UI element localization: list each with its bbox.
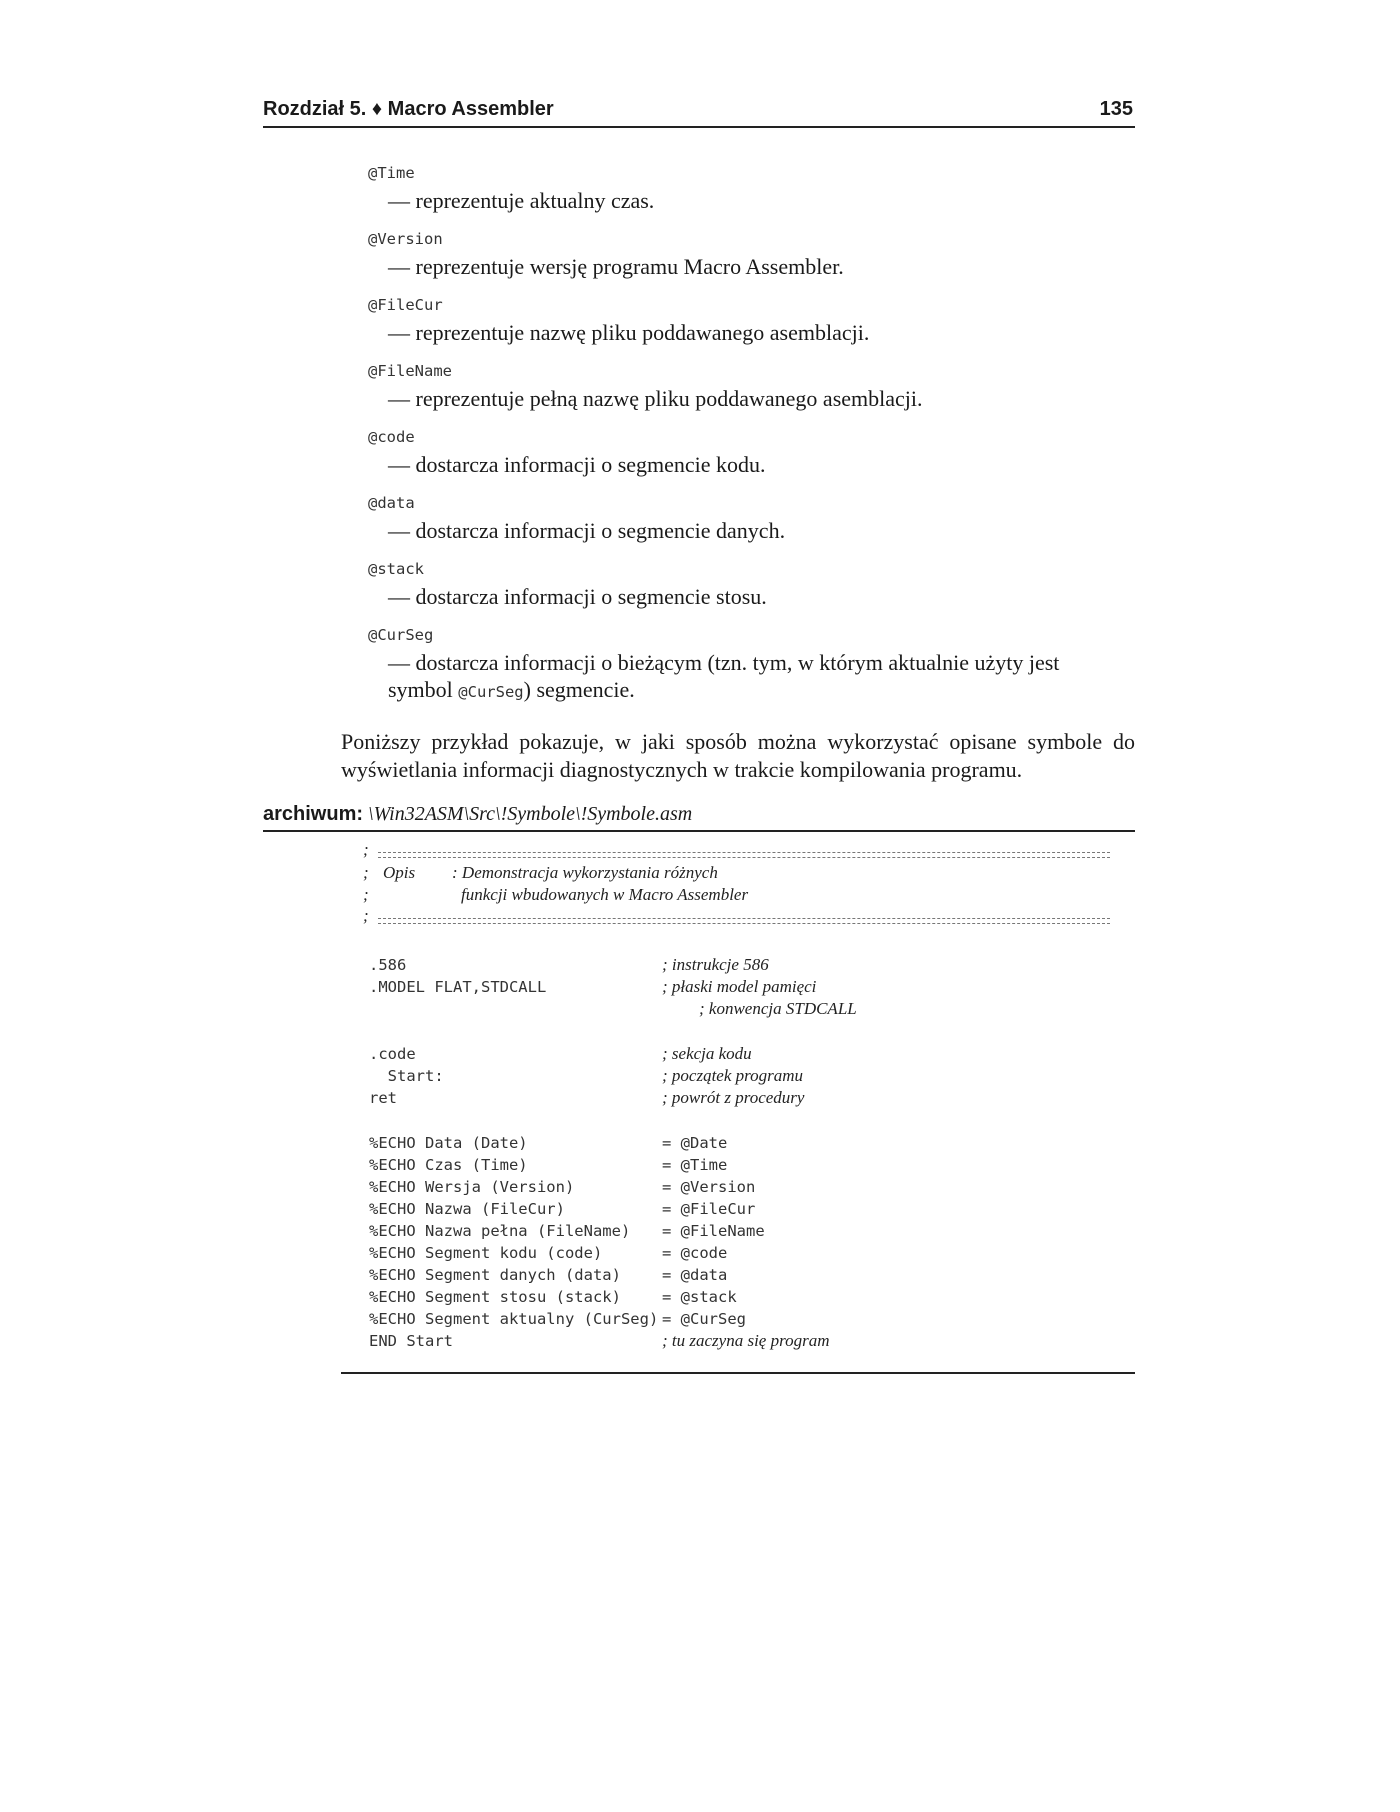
definition-text: ) segmencie. [523, 677, 635, 702]
code-line: %ECHO Data (Date) [369, 1134, 528, 1152]
body-paragraph: Poniższy przykład pokazuje, w jaki sposób można wykorzystać opisane symbole do wyświetlania informacji diagnostycznych w trakcie kompilowania programu. [341, 729, 1135, 782]
definition-item [368, 624, 1108, 706]
definition-term: @data [368, 494, 415, 512]
definition-description: — dostarcza informacji o segmencie kodu. [388, 452, 766, 477]
code-value: = @stack [662, 1288, 737, 1306]
code-line: .code [369, 1045, 416, 1063]
code-comment: ; sekcja kodu [662, 1044, 752, 1063]
definition-description: — reprezentuje aktualny czas. [388, 188, 655, 213]
code-line: %ECHO Nazwa (FileCur) [369, 1200, 565, 1218]
rule-divider [378, 923, 1110, 924]
archive-label: archiwum: [263, 803, 364, 825]
header-opis-text: : Demonstracja wykorzystania różnych [452, 863, 718, 882]
code-comment: ; tu zaczyna się program [662, 1331, 830, 1350]
header-semicolon: ; [363, 885, 369, 904]
definition-term: @Version [368, 230, 443, 248]
definition-term: @FileCur [368, 296, 443, 314]
code-value: = @FileCur [662, 1200, 756, 1218]
definition-item [368, 294, 1108, 346]
code-line: ret [369, 1089, 397, 1107]
header-semicolon: ; [363, 863, 369, 882]
archive-caption [263, 803, 1135, 832]
definition-text: — dostarcza informacji o bieżącym (tzn. tym, w którym aktualnie użyty jest symbol [388, 650, 1060, 702]
page-number: 135 [1099, 98, 1133, 120]
code-line: %ECHO Wersja (Version) [369, 1178, 575, 1196]
code-value: = @Version [662, 1178, 756, 1196]
definition-description: — dostarcza informacji o segmencie stosu. [388, 584, 767, 609]
code-value: = @code [662, 1244, 728, 1262]
code-line: %ECHO Nazwa pełna (FileName) [369, 1222, 631, 1240]
code-listing [341, 842, 1135, 1374]
definition-description: — reprezentuje wersję programu Macro Assembler. [388, 254, 844, 279]
code-line: %ECHO Segment aktualny (CurSeg) [369, 1310, 659, 1328]
running-header [263, 96, 1135, 128]
code-comment: ; instrukcje 586 [662, 955, 769, 974]
code-comment: ; konwencja STDCALL [699, 999, 857, 1018]
code-line: END Start [369, 1332, 453, 1350]
definition-description: — dostarcza informacji o segmencie danych. [388, 518, 786, 543]
definition-item [368, 558, 1108, 610]
code-line: Start: [369, 1067, 444, 1085]
header-opis-label: Opis [383, 863, 416, 882]
definition-term: @CurSeg [368, 626, 434, 644]
code-line: %ECHO Segment danych (data) [369, 1266, 621, 1284]
code-line: .MODEL FLAT,STDCALL [369, 978, 547, 996]
code-value: = @data [662, 1266, 728, 1284]
code-line: %ECHO Segment kodu (code) [369, 1244, 603, 1262]
header-opis-text: funkcji wbudowanych w Macro Assembler [461, 885, 749, 904]
rule-semicolon: ; [363, 906, 369, 925]
definition-term: @FileName [368, 362, 452, 380]
rule-semicolon: ; [363, 840, 369, 859]
code-value: = @Time [662, 1156, 728, 1174]
code-value: = @CurSeg [662, 1310, 746, 1328]
definition-description: — reprezentuje nazwę pliku poddawanego asemblacji. [388, 320, 870, 345]
definition-item [368, 360, 1108, 412]
code-comment: ; płaski model pamięci [662, 977, 817, 996]
code-value: = @FileName [662, 1222, 765, 1240]
inline-code-symbol: @CurSeg [458, 683, 524, 701]
rule-divider [378, 852, 1110, 853]
code-line: %ECHO Czas (Time) [369, 1156, 528, 1174]
definition-term: @Time [368, 164, 415, 182]
definition-description [368, 649, 1108, 706]
archive-path: \Win32ASM\Src\!Symbole\!Symbole.asm [368, 803, 693, 825]
code-comment: ; początek programu [662, 1066, 804, 1085]
code-line: .586 [369, 956, 407, 974]
definition-item [368, 162, 1108, 214]
rule-divider [378, 918, 1110, 919]
definition-term: @code [368, 428, 415, 446]
definition-term: @stack [368, 560, 424, 578]
code-value: = @Date [662, 1134, 728, 1152]
code-line: %ECHO Segment stosu (stack) [369, 1288, 621, 1306]
definition-description: — reprezentuje pełną nazwę pliku poddawanego asemblacji. [388, 386, 923, 411]
definition-item [368, 426, 1108, 478]
symbol-definition-list [368, 162, 1108, 720]
rule-divider [378, 857, 1110, 858]
code-comment: ; powrót z procedury [662, 1088, 805, 1107]
chapter-title: Rozdział 5. ♦ Macro Assembler [263, 98, 554, 120]
definition-item [368, 228, 1108, 280]
definition-item [368, 492, 1108, 544]
